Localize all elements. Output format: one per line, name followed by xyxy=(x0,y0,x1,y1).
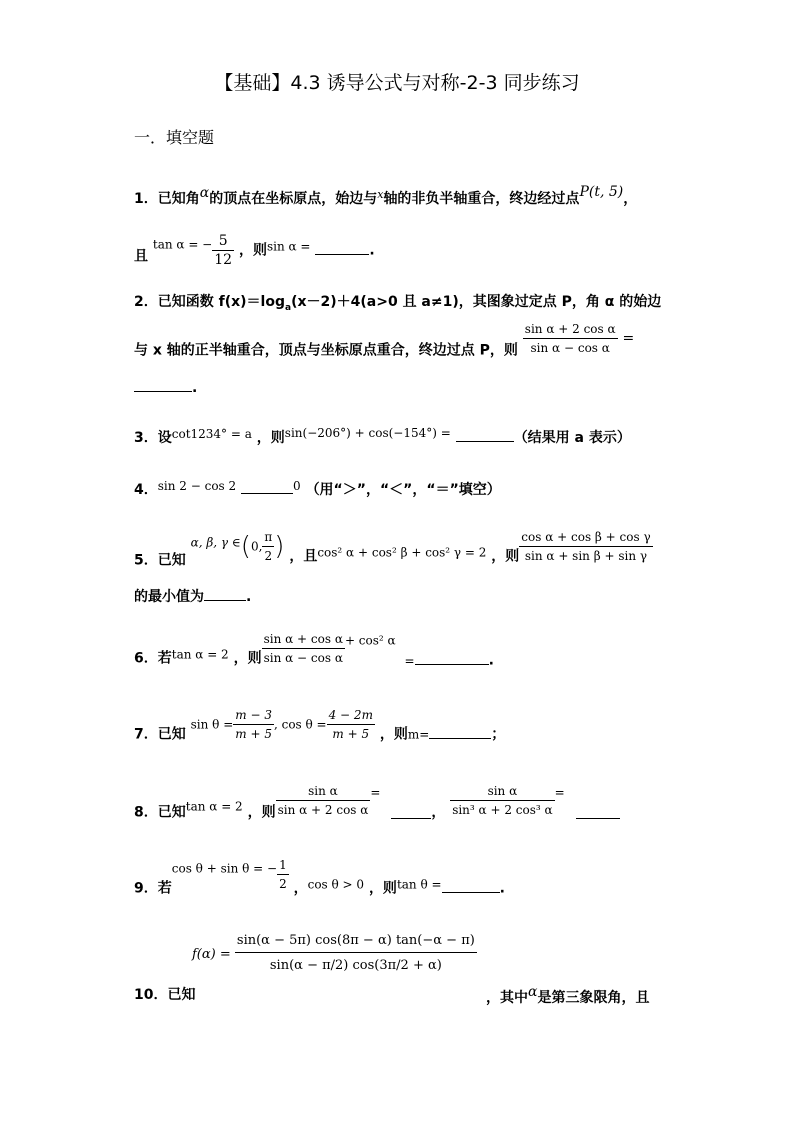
fraction-1 xyxy=(233,706,274,743)
question-text: 已知角 xyxy=(157,191,200,207)
equals-sign: = xyxy=(554,785,565,800)
denominator: sin α + sin β + sin γ xyxy=(524,549,648,563)
question-number: 1． xyxy=(134,191,158,207)
question-2-line3 xyxy=(134,377,197,396)
numerator: sin α + cos α xyxy=(262,630,345,649)
cos-sin-fraction xyxy=(519,528,652,565)
left-paren: ( xyxy=(240,531,251,562)
question-text: 的顶点在坐标原点，始边与 xyxy=(209,191,378,207)
answer-blank-2[interactable] xyxy=(576,804,620,819)
question-10-formula xyxy=(192,930,477,979)
answer-blank[interactable] xyxy=(241,479,293,494)
tan-theta: tan θ = xyxy=(396,877,442,892)
answer-blank[interactable] xyxy=(315,240,369,255)
question-text: ，则 xyxy=(368,880,397,897)
punctuation: . xyxy=(369,242,375,259)
f-alpha: f(α) = xyxy=(192,947,231,962)
numerator: m − 3 xyxy=(235,708,272,722)
sin-theta: sin θ = xyxy=(190,717,234,732)
numerator: cos α + cos β + cos γ xyxy=(519,528,652,547)
punctuation: . xyxy=(246,589,252,605)
denominator: sin α − cos α xyxy=(263,651,343,665)
numerator: sin α xyxy=(450,782,554,801)
right-paren: ) xyxy=(274,531,285,562)
punctuation: . xyxy=(499,880,505,897)
sin-expression: sin α = xyxy=(266,239,311,254)
tan-condition: tan α = 2 xyxy=(171,647,229,662)
question-1-line1 xyxy=(134,184,637,208)
denominator: 2 xyxy=(264,549,273,563)
denominator: sin α − cos α xyxy=(530,341,610,355)
cos-squared-term: + cos² α xyxy=(344,633,396,648)
question-text: 5．已知 xyxy=(134,552,186,569)
question-text: 10．已知 xyxy=(134,987,196,1003)
cot-expression: cot1234° = a xyxy=(171,427,252,441)
sin-cos-fraction xyxy=(262,630,345,667)
question-7 xyxy=(134,706,505,744)
answer-blank[interactable] xyxy=(134,377,192,392)
question-2-line2 xyxy=(134,320,634,360)
question-text: 的最小值为 xyxy=(134,589,204,605)
question-3 xyxy=(134,426,631,447)
question-note: （用“＞”，“＜”，“＝”填空） xyxy=(305,482,501,498)
section-heading: 一．填空题 xyxy=(134,128,215,147)
tan-condition: tan α = 2 xyxy=(185,799,243,814)
cos-sin-condition: cos θ + sin θ = − xyxy=(171,861,278,876)
denominator: sin α + 2 cos α xyxy=(277,803,369,817)
numerator: π xyxy=(262,528,274,547)
fraction-5-12 xyxy=(212,232,234,269)
equals-sign: = xyxy=(404,653,415,668)
denominator: sin(α − π/2) cos(3π/2 + α) xyxy=(269,958,442,973)
m-label: m= xyxy=(407,727,430,742)
fraction-1-2 xyxy=(277,856,289,893)
question-note: （结果用 a 表示） xyxy=(513,430,631,446)
punctuation: ， xyxy=(431,804,446,821)
fraction-2 xyxy=(450,782,554,819)
denominator: m + 5 xyxy=(235,727,272,741)
punctuation: ； xyxy=(491,726,506,743)
punctuation: . xyxy=(192,380,198,396)
cos-positive-condition: cos θ > 0 xyxy=(307,877,365,892)
question-text: (x－2)＋4(a>0 且 a≠1)，其图象过定点 P，角 α 的始边 xyxy=(291,294,662,310)
question-text: 且 xyxy=(134,248,148,265)
question-text: 6．若 xyxy=(134,650,172,667)
page-title: 【基础】4.3 诱导公式与对称-2-3 同步练习 xyxy=(214,72,580,94)
punctuation: ， xyxy=(293,880,308,897)
pi-over-2 xyxy=(262,528,274,565)
question-1-line2 xyxy=(134,232,375,269)
question-text: 2．已知函数 f(x)＝log xyxy=(134,294,285,310)
answer-blank[interactable] xyxy=(429,724,491,739)
numerator: 5 xyxy=(212,232,234,251)
question-text: ，且 xyxy=(289,548,318,565)
zero-value: 0 xyxy=(293,479,301,493)
question-text: 4． xyxy=(134,482,158,498)
fraction-1 xyxy=(276,782,371,819)
log-base: a xyxy=(284,302,292,313)
equals-sign: = xyxy=(370,785,381,800)
sin-cos-expression: sin(−206°) + cos(−154°) = xyxy=(284,426,451,440)
f-alpha-fraction xyxy=(235,930,477,979)
denominator: 12 xyxy=(214,252,233,268)
answer-blank[interactable] xyxy=(415,650,489,665)
question-text: ，则 xyxy=(379,726,408,743)
answer-blank[interactable] xyxy=(204,586,246,601)
point-p: P(t, 5) xyxy=(579,184,624,200)
numerator: sin α + 2 cos α xyxy=(523,320,618,339)
question-text: 7．已知 xyxy=(134,726,186,743)
question-text: ，则 xyxy=(491,548,520,565)
question-10-line-end xyxy=(486,984,649,1007)
question-text: ，其中 xyxy=(486,990,528,1006)
question-text: ，则 xyxy=(233,650,262,667)
punctuation: ， xyxy=(623,191,638,207)
question-text: 8．已知 xyxy=(134,804,186,821)
question-2-line1 xyxy=(134,291,661,313)
question-text: ，则 xyxy=(247,804,276,821)
question-5-line2 xyxy=(134,586,251,606)
numerator: 4 − 2m xyxy=(328,708,373,722)
alpha-symbol: α xyxy=(199,185,210,201)
sin-cos-fraction xyxy=(523,320,618,357)
question-text: 与 x 轴的正半轴重合，顶点与坐标原点重合，终边过点 P，则 xyxy=(134,342,518,359)
question-text: 是第三象限角，且 xyxy=(537,990,650,1006)
answer-blank-1[interactable] xyxy=(391,804,431,819)
punctuation: . xyxy=(488,652,494,669)
x-symbol: x xyxy=(377,188,384,201)
cos-theta: , cos θ = xyxy=(273,717,327,732)
alpha-symbol: α xyxy=(528,984,538,1000)
equals-sign: = xyxy=(622,330,635,347)
variables: α, β, γ ∈ xyxy=(190,535,241,550)
denominator: m + 5 xyxy=(332,727,370,741)
question-text: 9．若 xyxy=(134,880,172,897)
question-4 xyxy=(134,479,501,499)
question-text: ，则 xyxy=(256,430,285,446)
question-text: 3．设 xyxy=(134,430,172,446)
question-5-line1 xyxy=(134,528,653,570)
cos-squared-condition: cos² α + cos² β + cos² γ = 2 xyxy=(317,545,487,560)
question-8 xyxy=(134,782,620,822)
numerator: sin(α − 5π) cos(8π − α) tan(−α − π) xyxy=(235,930,477,953)
interval-start: 0, xyxy=(250,539,263,554)
question-6 xyxy=(134,630,494,669)
answer-blank[interactable] xyxy=(456,427,514,442)
numerator: sin α xyxy=(276,782,371,801)
question-10-line xyxy=(134,984,195,1004)
sin-cos-expression: sin 2 − cos 2 xyxy=(157,479,237,493)
tan-expression: tan α = − xyxy=(152,237,213,252)
question-text: ，则 xyxy=(238,242,267,259)
fraction-2 xyxy=(327,706,375,743)
answer-blank[interactable] xyxy=(442,878,500,893)
numerator: 1 xyxy=(277,856,289,875)
denominator: sin³ α + 2 cos³ α xyxy=(452,803,553,817)
denominator: 2 xyxy=(279,877,287,891)
question-9 xyxy=(134,856,505,898)
question-text: 轴的非负半轴重合，终边经过点 xyxy=(383,191,580,207)
